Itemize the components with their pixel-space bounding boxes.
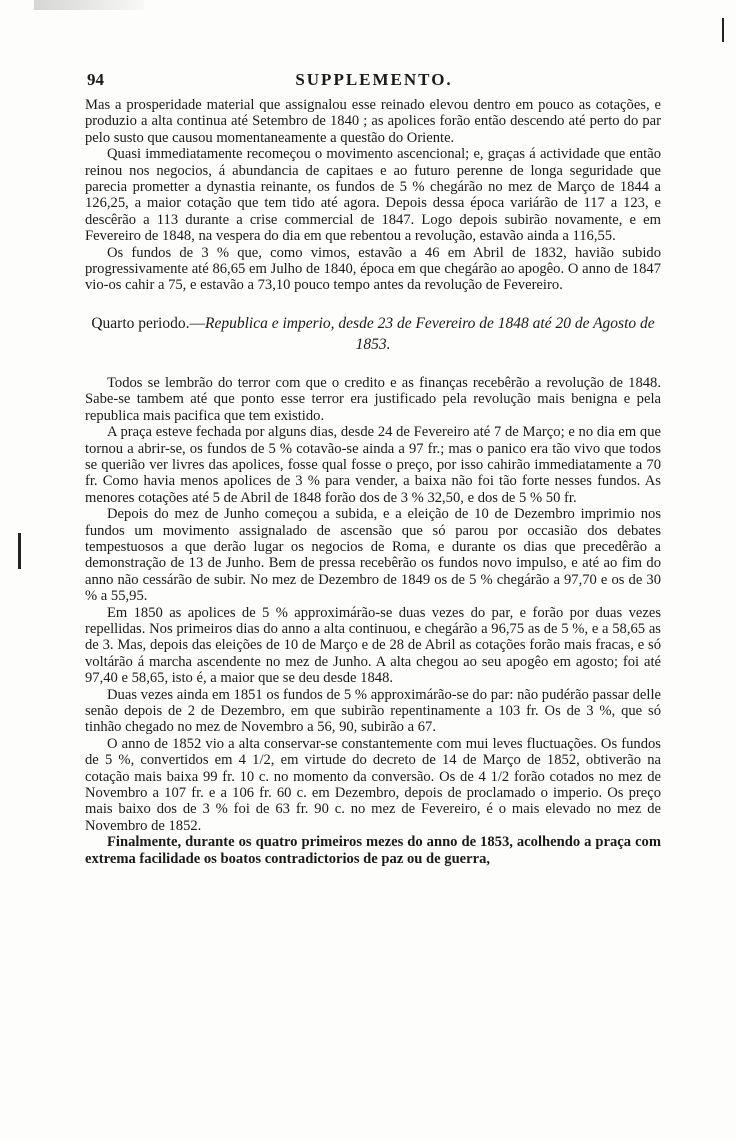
page-body [85, 97, 661, 1137]
section-title: Republica e imperio, desde 23 de Fevereiro de 1848 até 20 de Agosto de 1853. [204, 314, 655, 353]
paragraph: Finalmente, durante os quatro primeiros mezes do anno de 1853, acolhendo a praça com extrema facilidade os boatos contradictorios de paz ou de guerra, [85, 834, 661, 867]
scan-smudge [34, 0, 144, 10]
page-number: 94 [87, 70, 104, 89]
paragraph: O anno de 1852 vio a alta conservar-se constantemente com mui leves fluctuações. Os fundos de 5 %, convertidos em 4 1/2, em virtude do decreto de 14 de Março de 1852, obtiverão na cotação mais baixa 99 fr. 10 c. no momento da conversão. Os de 4 1/2 forão cotados no mez de Novembro a 107 fr. e a 106 fr. 60 c. em Dezembro, depois de proclamado o imperio. Os preço mais baixo dos de 3 % foi de 63 fr. 90 c. no mez de Fevereiro, é o mais elevado no mez de Novembro de 1852. [85, 735, 661, 834]
page-header [87, 70, 661, 92]
section-heading [85, 313, 661, 355]
paragraph: Depois do mez de Junho começou a subida, e a eleição de 10 de Dezembro imprimio nos fundos um movimento assignalado de ascensão que só parou por occasião dos debates tempestuosos a que derão lugar os negocios de Roma, e durante os dias que precedêrão a demonstração de 13 de Junho. Bem de pressa recebêrão os fundos novo impulso, e até ao fim do anno não cessárão de subir. No mez de Dezembro de 1849 os de 5 % chegárão a 97,70 e os de 30 % a 55,95. [85, 506, 661, 605]
paragraph: Todos se lembrão do terror com que o credito e as finanças recebêrão a revolução de 1848. Sabe-se tambem até que ponto esse terror era justificado pela revolução mais benigna e pela republica mais pacifica que tem existido. [85, 374, 661, 424]
paragraph: Mas a prosperidade material que assignalou esse reinado elevou dentro em pouco as cotações, e produzio a alta continua até Setembro de 1840 ; as apolices forão então descendo até perto do par pelo susto que causou momentaneamente a questão do Oriente. [85, 97, 661, 146]
scan-edge-mark [18, 533, 21, 569]
scan-edge-mark [722, 18, 724, 42]
paragraph: Em 1850 as apolices de 5 % approximárão-se duas vezes do par, e forão por duas vezes repellidas. Nos primeiros dias do anno a alta continuou, e chegárão a 96,75 as de 5 %, e a 58,65 as de 3. Mas, depois das eleições de 10 de Março e de 28 de Abril as cotações forão mais fracas, e só voltárão á marcha ascendente no mez de Junho. A alta chegou ao seu apogêo em agosto; foi até 97,40 e 58,65, isto é, a maior que se deu desde 1848. [85, 604, 661, 687]
paragraph: A praça esteve fechada por alguns dias, desde 24 de Fevereiro até 7 de Março; e no dia em que tornou a abrir-se, os fundos de 5 % cotavão-se ainda a 97 fr.; mas o panico era tão vivo que todos se querião ver livres das apolices, fosse qual fosse o preço, por isso cahirão immediatamente a 70 fr. Como havia menos apolices de 3 % para vender, a baixa não foi tão forte nesses fundos. As menores cotações até 5 de Abril de 1848 forão dos de 3 % 32,50, e dos de 5 % 50 fr. [85, 424, 661, 506]
section-label: Quarto periodo.— [91, 314, 205, 332]
paragraph: Os fundos de 3 % que, como vimos, estavão a 46 em Abril de 1832, havião subido progressivamente até 86,65 em Julho de 1840, época em que chegárão ao apogêo. O anno de 1847 vio-os cahir a 75, e estavão a 73,10 pouco tempo antes da revolução de Fevereiro. [85, 244, 661, 294]
running-head: SUPPLEMENTO. [295, 70, 453, 89]
paragraph: Quasi immediatamente recomeçou o movimento ascencional; e, graças á actividade que então reinou nos negocios, á abundancia de capitaes e ao futuro perenne de longa seguridade que parecia prometter a dynastia reinante, os fundos de 5 % chegárão no mez de Março de 1844 a 126,25, a maior cotação que tem tido até agora. Depois dessa época variárão de 117 a 123, e descêrão a 113 durante a crise commercial de 1847. Logo depois subirão novamente, e em Fevereiro de 1848, na vespera do dia em que rebentou a revolução, estavão ainda a 116,55. [85, 146, 661, 245]
paragraph: Duas vezes ainda em 1851 os fundos de 5 % approximárão-se do par: não pudérão passar delle senão depois de 2 de Dezembro, em que subirão repentinamente a 103 fr. Os de 3 %, que só tinhão chegado no mez de Novembro a 56, 90, subirão a 67. [85, 686, 661, 736]
